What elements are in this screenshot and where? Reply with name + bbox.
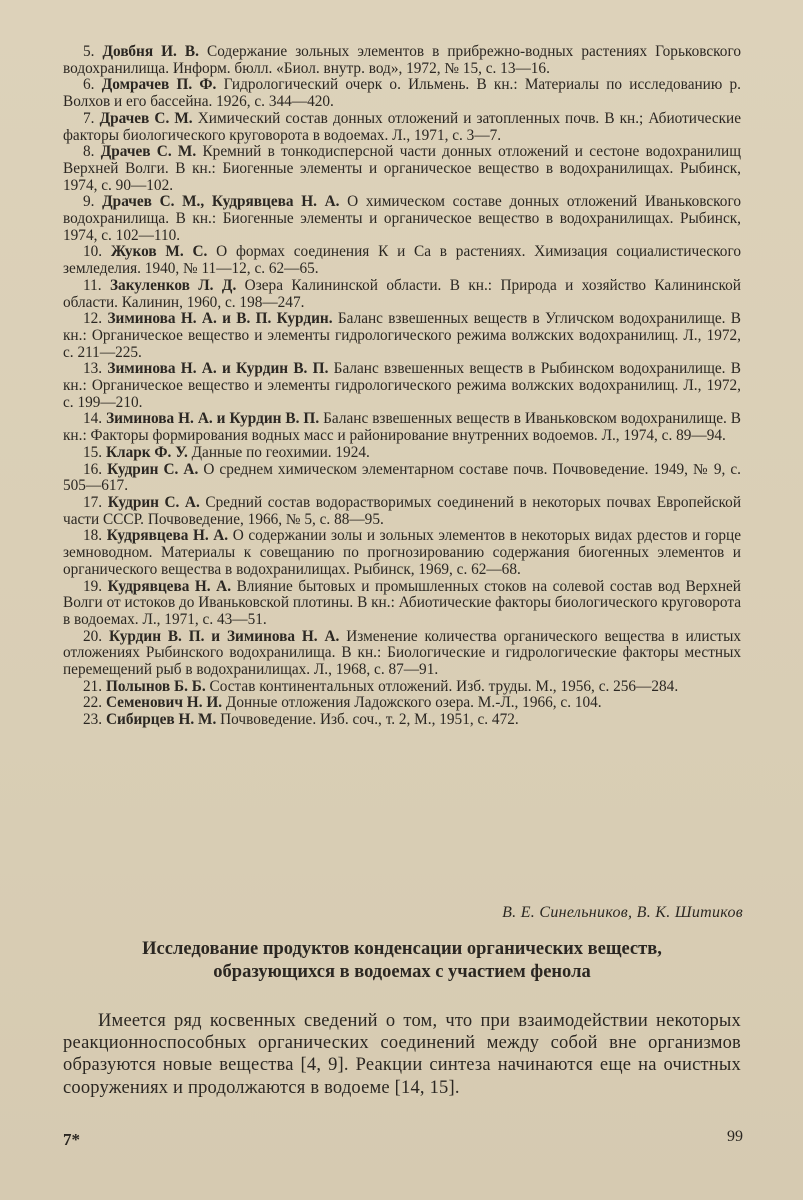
reference-text: О среднем химическом элементарном составе почв. Почвоведение. 1949, № 9, с. 505—617. xyxy=(63,460,741,495)
reference-number: 16. xyxy=(83,460,103,478)
reference-item xyxy=(63,77,741,110)
reference-item xyxy=(63,579,741,629)
article-title-line: Исследование продуктов конденсации органических веществ, xyxy=(142,939,662,959)
reference-number: 15. xyxy=(83,443,103,461)
reference-number: 9. xyxy=(83,193,95,211)
article-title-line: образующихся в водоемах с участием фенола xyxy=(213,962,591,982)
reference-number: 14. xyxy=(83,410,103,428)
reference-item xyxy=(63,695,741,712)
reference-item xyxy=(63,194,741,244)
reference-author: Довбня И. В. xyxy=(102,43,199,60)
article-byline: В. Е. Синельников, В. К. Шитиков xyxy=(502,904,743,921)
reference-number: 20. xyxy=(83,627,103,645)
reference-item xyxy=(63,629,741,679)
reference-item xyxy=(63,111,741,144)
reference-item xyxy=(63,44,741,77)
reference-author: Домрачев П. Ф. xyxy=(101,76,217,94)
reference-number: 6. xyxy=(83,76,95,94)
reference-author: Драчев С. М. xyxy=(99,109,193,127)
reference-author: Полынов Б. Б. xyxy=(105,677,206,695)
reference-text: О химическом составе донных отложений Иваньковского водохранилища. В кн.: Биогенные элементы и органическое вещество в водохранилищах. Рыбинск, 1974, с. 102—110. xyxy=(63,193,741,244)
reference-text: Данные по геохимии. 1924. xyxy=(191,443,370,461)
reference-author: Курдин В. П. и Зиминова Н. А. xyxy=(108,627,340,645)
reference-number: 7. xyxy=(83,109,95,127)
reference-item xyxy=(63,244,741,277)
reference-author: Драчев С. М. xyxy=(100,143,197,161)
reference-number: 19. xyxy=(83,577,103,595)
reference-item xyxy=(63,495,741,528)
reference-list xyxy=(63,44,741,729)
article-paragraph: Имеется ряд косвенных сведений о том, что при взаимодействии некоторых реакционноспособных органических соединений между собой вне организмов образуются новые вещества [4, 9]. Реакции синтеза начинаются еще на очистных сооружениях и продолжаются в водоеме [14, 15]. xyxy=(63,1011,741,1098)
reference-item xyxy=(63,462,741,495)
printer-signature: 7* xyxy=(63,1130,80,1149)
reference-author: Кудрявцева Н. А. xyxy=(107,577,232,595)
reference-author: Зиминова Н. А. и Курдин В. П. xyxy=(106,410,320,428)
reference-item xyxy=(63,311,741,361)
reference-text: Почвоведение. Изб. соч., т. 2, М., 1951, с. 472. xyxy=(220,711,519,729)
reference-item xyxy=(63,445,741,462)
reference-item xyxy=(63,361,741,411)
reference-text: Баланс взвешенных веществ в Иваньковском водохранилище. В кн.: Факторы формирования водных масс и районирование внутренних водоемов. Л., 1974, с. 89—94. xyxy=(63,410,742,445)
reference-text: Баланс взвешенных веществ в Рыбинском водохранилище. В кн.: Органическое вещество и элементы гидрологического режима волжских водохранилищ. Л., 1972, с. 199—210. xyxy=(63,360,741,411)
article-title xyxy=(63,938,741,984)
reference-text: Гидрологический очерк о. Ильмень. В кн.: Материалы по исследованию р. Волхов и его бассейна. 1926, с. 344—420. xyxy=(63,76,741,111)
reference-number: 13. xyxy=(83,360,103,378)
reference-number: 22. xyxy=(83,694,103,712)
reference-text: Баланс взвешенных веществ в Угличском водохранилище. В кн.: Органическое вещество и элементы гидрологического режима волжских водохранилищ. Л., 1972, с. 211—225. xyxy=(63,310,741,361)
reference-text: Изменение количества органического вещества в илистых отложениях Рыбинского водохранилища. В кн.: Биологические и гидрологические факторы местных перемещений рыб в водохранилищах. Л., 1968, с. 87—91. xyxy=(63,627,742,679)
reference-text: Состав континентальных отложений. Изб. труды. М., 1956, с. 256—284. xyxy=(209,677,679,695)
reference-number: 11. xyxy=(83,276,102,294)
reference-text: Средний состав водорастворимых соединений в некоторых почвах Европейской части СССР. Почвоведение, 1966, № 5, с. 88—95. xyxy=(63,493,742,528)
reference-item xyxy=(63,144,741,194)
reference-text: Кремний в тонкодисперсной части донных отложений и сестоне водохранилищ Верхней Волги. В кн.: Биогенные элементы и органическое вещество в водохранилищах. Рыбинск, 1974, с. 90—102. xyxy=(63,143,742,194)
reference-number: 21. xyxy=(83,677,103,695)
reference-author: Закуленков Л. Д. xyxy=(109,276,237,294)
reference-author: Зиминова Н. А. и Курдин В. П. xyxy=(107,360,329,378)
reference-author: Кларк Ф. У. xyxy=(105,443,188,461)
reference-text: Влияние бытовых и промышленных стоков на солевой состав вод Верхней Волги от истоков до Иваньковской плотины. В кн.: Абиотические факторы биологического круговорота в водоемах. Л., 1971, с. 43—51. xyxy=(63,577,741,628)
reference-author: Жуков М. С. xyxy=(110,243,208,261)
reference-number: 10. xyxy=(83,243,103,261)
reference-text: О содержании золы и зольных элементов в некоторых видах рдестов и горце земноводном. Материалы к совещанию по прогнозированию содержания биогенных элементов и органического вещества в водохранилищах. Рыбинск, 1969, с. 62—68. xyxy=(63,527,742,578)
reference-number: 8. xyxy=(83,143,95,161)
page-number: 99 xyxy=(727,1128,743,1145)
reference-text: Химический состав донных отложений и затопленных почв. В кн.; Абиотические факторы биологического круговорота в водоемах. Л., 1971, с. 3—7. xyxy=(63,109,742,144)
reference-item xyxy=(63,712,741,729)
reference-author: Зиминова Н. А. и В. П. Курдин. xyxy=(107,310,333,328)
reference-number: 17. xyxy=(83,493,103,511)
reference-item xyxy=(63,278,741,311)
reference-author: Сибирцев Н. М. xyxy=(105,711,217,729)
reference-item xyxy=(63,679,741,696)
reference-number: 12. xyxy=(83,310,103,328)
reference-author: Семенович Н. И. xyxy=(105,694,223,712)
reference-text: Донные отложения Ладожского озера. М.-Л., 1966, с. 104. xyxy=(225,694,602,712)
reference-author: Кудрин С. А. xyxy=(107,460,199,478)
reference-author: Кудрявцева Н. А. xyxy=(106,527,229,545)
reference-text: О формах соединения К и Са в растениях. Химизация социалистического земледелия. 1940, № 11—12, с. 62—65. xyxy=(63,243,742,278)
reference-author: Драчев С. М., Кудрявцева Н. А. xyxy=(102,193,340,211)
reference-author: Кудрин С. А. xyxy=(107,493,200,511)
reference-number: 18. xyxy=(83,527,103,545)
reference-number: 23. xyxy=(83,711,103,729)
reference-number: 5. xyxy=(83,43,95,60)
reference-text: Озера Калининской области. В кн.: Природа и хозяйство Калининской области. Калинин, 1960, с. 198—247. xyxy=(63,276,741,311)
reference-item xyxy=(63,411,741,444)
reference-item xyxy=(63,528,741,578)
reference-text: Содержание зольных элементов в прибрежно-водных растениях Горьковского водохранилища. Информ. бюлл. «Биол. внутр. вод», 1972, № 15, с. 13—16. xyxy=(63,43,741,77)
